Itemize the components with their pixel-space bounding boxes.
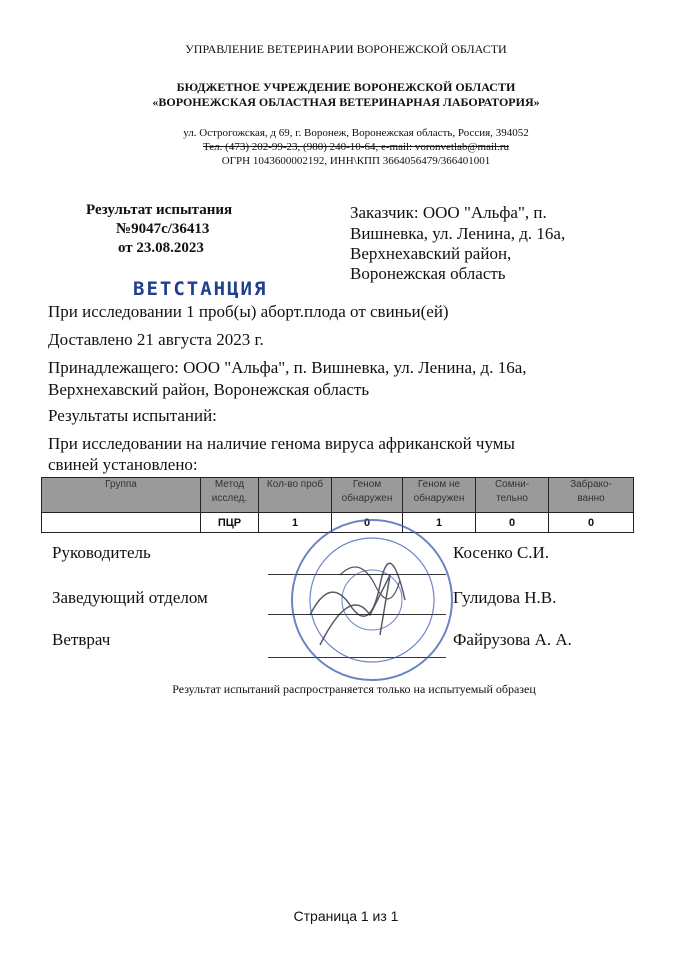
finding-line1: При исследовании на наличие генома вируса африканской чумы xyxy=(48,434,515,453)
owner-line1: Принадлежащего: ООО "Альфа", п. Вишневка, ул. Ленина, д. 16а, xyxy=(48,358,527,377)
cell-rejected: 0 xyxy=(549,513,634,533)
result-date: от 23.08.2023 xyxy=(118,240,204,256)
col-header-text: Геном не xyxy=(417,479,461,490)
owner-line2: Верхнехавский район, Воронежская область xyxy=(48,380,370,399)
col-header xyxy=(549,478,634,513)
col-header xyxy=(259,478,332,513)
table-header-row xyxy=(42,478,634,513)
cell-count: 1 xyxy=(259,513,332,533)
address: ул. Острогожская, д 69, г. Воронеж, Воронежская область, Россия, 394052 xyxy=(183,127,529,139)
delivered-text: Доставлено 21 августа 2023 г. xyxy=(48,330,264,349)
authority-heading: УПРАВЛЕНИЕ ВЕТЕРИНАРИИ ВОРОНЕЖСКОЙ ОБЛАСТИ xyxy=(185,42,507,56)
col-header-text: Геном xyxy=(352,479,382,490)
col-header-text: исслед. xyxy=(211,493,248,504)
signature-name: Гулидова Н.В. xyxy=(453,588,557,607)
customer-line: Заказчик: ООО "Альфа", п. xyxy=(350,203,547,222)
cell-group xyxy=(42,513,201,533)
sample-text: При исследовании 1 проб(ы) аборт.плода от свиньи(ей) xyxy=(48,302,449,321)
registration-ids: ОГРН 1043600002192, ИНН\КПП 3664056479/366401001 xyxy=(221,155,491,167)
cell-not-detected: 1 xyxy=(403,513,476,533)
col-header-text: Забрако- xyxy=(570,479,612,490)
round-stamp-image xyxy=(280,515,465,685)
col-header-text: Сомни- xyxy=(494,479,530,490)
signature-name: Косенко С.И. xyxy=(453,543,550,562)
col-header xyxy=(332,478,403,513)
col-header xyxy=(476,478,549,513)
signature-role: Руководитель xyxy=(52,543,151,562)
col-header-text: тельно xyxy=(496,493,528,504)
org-name-line1: БЮДЖЕТНОЕ УЧРЕЖДЕНИЕ ВОРОНЕЖСКОЙ ОБЛАСТИ xyxy=(176,80,516,94)
signature-role: Заведующий отделом xyxy=(52,588,208,607)
signature-role: Ветврач xyxy=(52,630,111,649)
col-header xyxy=(42,478,201,513)
col-header-text: обнаружен xyxy=(341,493,393,504)
col-header-text: Группа xyxy=(105,479,137,490)
results-label: Результаты испытаний: xyxy=(48,406,217,425)
cell-detected: 0 xyxy=(332,513,403,533)
vetstation-stamp: ВЕТСТАНЦИЯ xyxy=(133,278,268,300)
col-header xyxy=(403,478,476,513)
col-header-text: ванно xyxy=(577,493,605,504)
page-number: Страница 1 из 1 xyxy=(293,908,399,924)
customer-line: Воронежская область xyxy=(350,264,506,283)
contacts: Тел. (473) 202-99-23, (980) 240-10-64, e-mail: voronvetlab@mail.ru xyxy=(202,141,509,153)
finding-line2: свиней установлено: xyxy=(48,455,198,474)
customer-line: Верхнехавский район, xyxy=(350,244,512,263)
result-title: Результат испытания xyxy=(86,202,233,218)
col-header-text: обнаружен xyxy=(413,493,465,504)
result-number: №9047с/36413 xyxy=(116,221,210,237)
cell-method: ПЦР xyxy=(201,513,259,533)
col-header-text: Метод xyxy=(214,479,245,490)
col-header xyxy=(201,478,259,513)
col-header-text: Кол-во проб xyxy=(266,479,324,490)
cell-doubtful: 0 xyxy=(476,513,549,533)
customer-line: Вишневка, ул. Ленина, д. 16а, xyxy=(350,224,566,243)
org-name-line2: «ВОРОНЕЖСКАЯ ОБЛАСТНАЯ ВЕТЕРИНАРНАЯ ЛАБОРАТОРИЯ» xyxy=(152,95,540,109)
footer-note: Результат испытаний распространяется только на испытуемый образец xyxy=(172,682,536,696)
signature-name: Файрузова А. А. xyxy=(453,630,572,649)
